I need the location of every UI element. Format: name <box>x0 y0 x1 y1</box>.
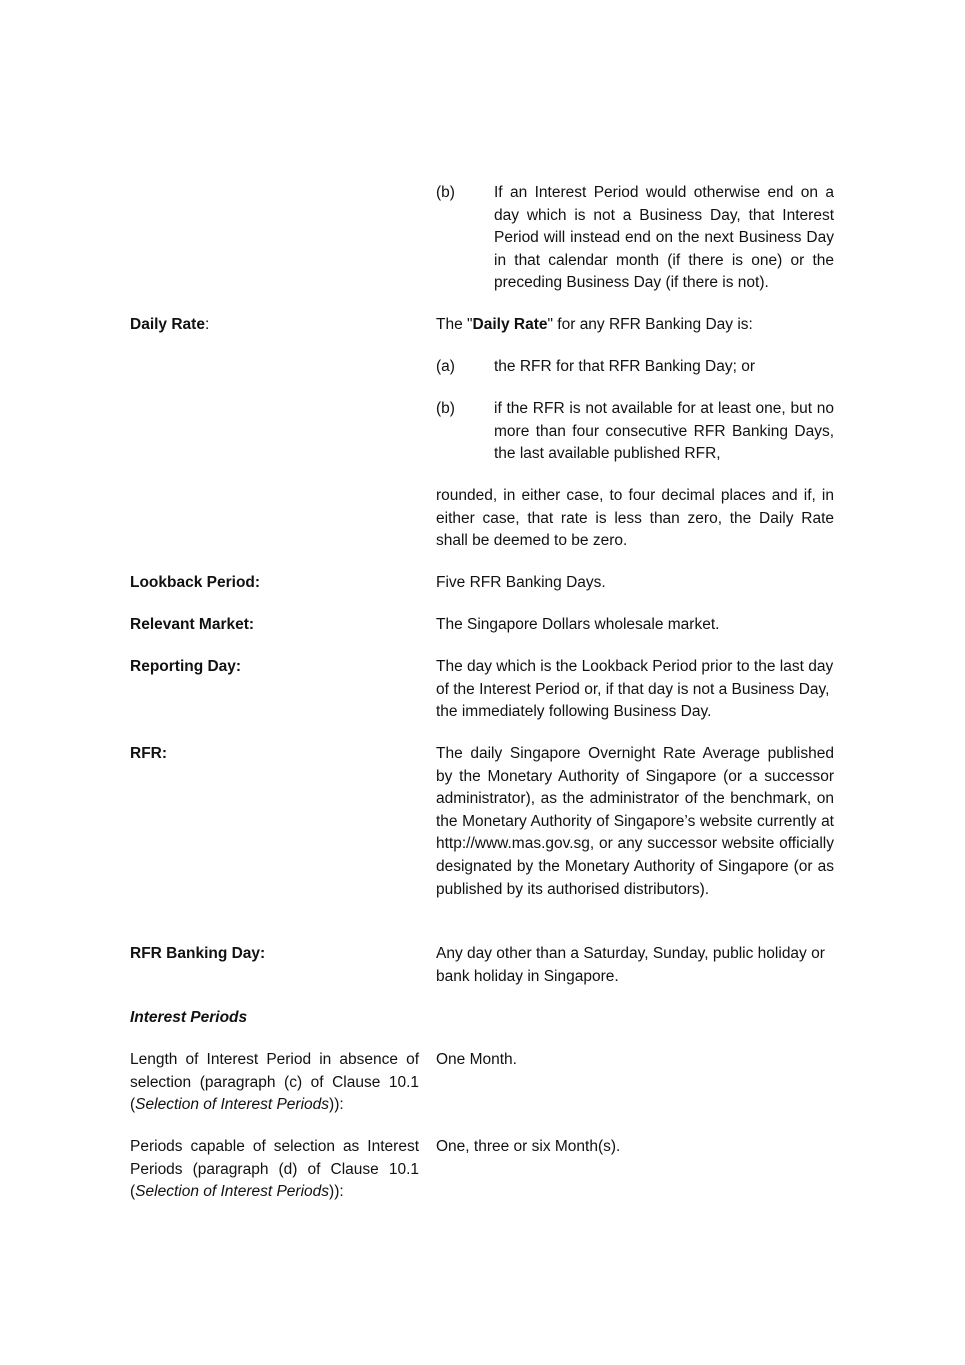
daily-rate-intro-term: Daily Rate <box>472 316 548 333</box>
capable-label-pre: Periods capable of selection as Interest Periods (paragraph (d) of Clause 10.1 ( <box>130 1138 419 1201</box>
rfr-value: The daily Singapore Overnight Rate Average published by the Monetary Authority of Singapore (or a successor administrator), as the administrator of the benchmark, on the Monetary Authority of Singapore’s website currently at http://www.mas.gov.sg, or any successor website officially designated by the Monetary Authority of Singapore (or as published by its authorised distributors). <box>436 745 834 898</box>
length-label-post: )): <box>329 1096 344 1114</box>
daily-rate-colon: : <box>204 316 210 333</box>
daily-rate-term: Daily Rate <box>130 316 205 333</box>
rfr-banking-day-label <box>130 943 419 966</box>
relevant-market-label <box>130 614 419 637</box>
daily-rate-item-b-text: if the RFR is not available for at least one, but no more than four consecutive RFR Banking Days, the last available published RFR, <box>494 400 834 463</box>
reporting-day-value: The day which is the Lookback Period prior to the last day of the Interest Period or, if that day is not a Business Day, the immediately following Business Day. <box>436 658 834 721</box>
item-b-text: If an Interest Period would otherwise end on a day which is not a Business Day, that Interest Period will instead end on the next Business Day in that calendar month (if there is one) or the preceding Business Day (if there is not). <box>494 184 834 292</box>
length-label-pre: Length of Interest Period in absence of selection (paragraph (c) of Clause 10.1 ( <box>130 1051 419 1114</box>
reporting-day-label <box>130 656 419 679</box>
reporting-day-term: Reporting Day: <box>130 658 242 675</box>
capable-label-clause-title: Selection of Interest Periods <box>135 1183 330 1201</box>
daily-rate-intro-post: " for any RFR Banking Day is: <box>547 316 753 333</box>
daily-rate-closing: rounded, in either case, to four decimal places and if, in either case, that rate is less than zero, the Daily Rate shall be deemed to be zero. <box>436 487 834 550</box>
rfr-term: RFR: <box>130 745 168 762</box>
daily-rate-item-b-marker: (b) <box>436 400 455 417</box>
rfr-banking-day-term: RFR Banking Day: <box>130 945 266 962</box>
lookback-period-label <box>130 572 419 595</box>
length-of-interest-period-label <box>130 1049 419 1117</box>
relevant-market-term: Relevant Market: <box>130 616 255 633</box>
daily-rate-label <box>130 314 419 337</box>
interest-periods-heading <box>130 1007 419 1030</box>
daily-rate-item-a-text: the RFR for that RFR Banking Day; or <box>494 358 756 375</box>
daily-rate-intro-pre: The " <box>436 316 473 333</box>
relevant-market-value: The Singapore Dollars wholesale market. <box>436 616 720 633</box>
daily-rate-intro <box>436 314 834 337</box>
rfr-banking-day-value: Any day other than a Saturday, Sunday, public holiday or bank holiday in Singapore. <box>436 945 825 985</box>
capable-label-post: )): <box>329 1183 344 1201</box>
length-of-interest-period-value: One Month. <box>436 1051 517 1068</box>
periods-capable-value: One, three or six Month(s). <box>436 1138 621 1155</box>
lookback-period-term: Lookback Period: <box>130 574 261 591</box>
interest-periods-heading-text: Interest Periods <box>130 1009 248 1026</box>
lookback-period-value: Five RFR Banking Days. <box>436 574 606 591</box>
length-label-clause-title: Selection of Interest Periods <box>135 1096 330 1114</box>
rfr-label <box>130 743 419 766</box>
daily-rate-item-a-marker: (a) <box>436 358 455 375</box>
periods-capable-label <box>130 1136 419 1204</box>
item-b-marker: (b) <box>436 184 455 201</box>
